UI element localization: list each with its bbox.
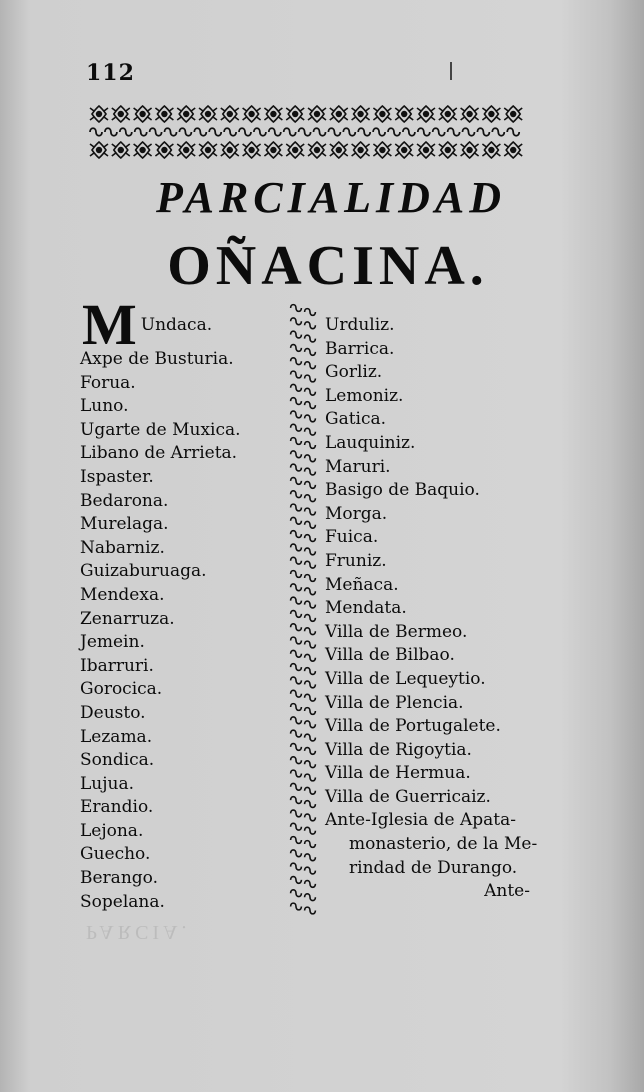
list-item: Zenarruza.	[80, 608, 175, 629]
list-item: Lauquiniz.	[325, 432, 416, 453]
list-item: monasterio, de la Me-	[349, 834, 538, 855]
header-mark	[450, 62, 452, 80]
list-item: Maruri.	[325, 456, 391, 477]
list-item: Meñaca.	[325, 574, 399, 595]
list-item: Berango.	[80, 868, 158, 889]
list-item: Villa de Hermua.	[325, 763, 471, 784]
left-column	[80, 292, 290, 914]
list-item: Morga.	[325, 503, 388, 524]
page-number: 112	[86, 60, 135, 86]
list-item: Libano de Arrieta.	[80, 443, 238, 464]
list-item: Guizaburuaga.	[80, 561, 207, 582]
list-item: Villa de Bermeo.	[325, 621, 468, 642]
list-item: Villa de Bilbao.	[325, 645, 455, 666]
list-item: Murelaga.	[80, 514, 169, 535]
drop-cap: M	[82, 292, 137, 357]
list-item: Fruniz.	[325, 550, 387, 571]
list-item: Lemoniz.	[325, 385, 404, 406]
list-item: Ante-Iglesia de Apata-	[325, 810, 517, 831]
list-item: Mendata.	[325, 598, 407, 619]
list-item: Forua.	[80, 372, 136, 393]
vertical-ornament-divider	[286, 300, 320, 918]
list-item: Ibarruri.	[80, 655, 154, 676]
title-onacina: OÑACINA.	[167, 235, 489, 297]
list-item: Lezama.	[80, 726, 153, 747]
left-list	[80, 348, 290, 914]
ornament-band	[88, 103, 524, 161]
list-item: Sopelana.	[80, 891, 165, 912]
list-item: Jemein.	[80, 632, 145, 653]
list-item: Barrica.	[325, 338, 395, 359]
list-item: Villa de Lequeytio.	[325, 668, 486, 689]
list-item: Gatica.	[325, 409, 387, 430]
catchword: Ante-	[484, 881, 530, 902]
list-item: Guecho.	[80, 844, 151, 865]
list-item: Nabarniz.	[80, 537, 165, 558]
list-item: Deusto.	[80, 702, 146, 723]
list-item: Mendexa.	[80, 584, 165, 605]
right-list	[325, 314, 530, 833]
title-parcialidad: PARCIALIDAD	[155, 173, 507, 222]
list-item: Basigo de Baquio.	[325, 480, 480, 501]
list-item: Ugarte de Muxica.	[80, 419, 241, 440]
list-item: rindad de Durango.	[349, 857, 518, 878]
list-item: Luno.	[80, 396, 129, 417]
list-item: Ispaster.	[80, 466, 154, 487]
list-item: Sondica.	[80, 750, 155, 771]
list-item: Villa de Guerricaiz.	[325, 786, 491, 807]
list-item: Villa de Rigoytia.	[325, 739, 472, 760]
list-item: Undaca.	[140, 315, 213, 335]
right-continuation	[325, 833, 538, 880]
list-item: Urduliz.	[325, 315, 395, 335]
list-item: Axpe de Busturia.	[80, 349, 234, 369]
list-item: Villa de Portugalete.	[325, 716, 501, 737]
show-through-text: PARCIA.	[86, 921, 191, 943]
list-item: Villa de Plencia.	[325, 692, 464, 713]
list-item: Lujua.	[80, 773, 134, 794]
list-item: Gorocica.	[80, 679, 163, 700]
list-item: Lejona.	[80, 820, 144, 841]
list-item: Fuica.	[325, 527, 379, 548]
right-column	[325, 300, 538, 904]
list-item: Erandio.	[80, 797, 154, 818]
list-item: Gorliz.	[325, 362, 383, 383]
list-item: Bedarona.	[80, 490, 169, 511]
